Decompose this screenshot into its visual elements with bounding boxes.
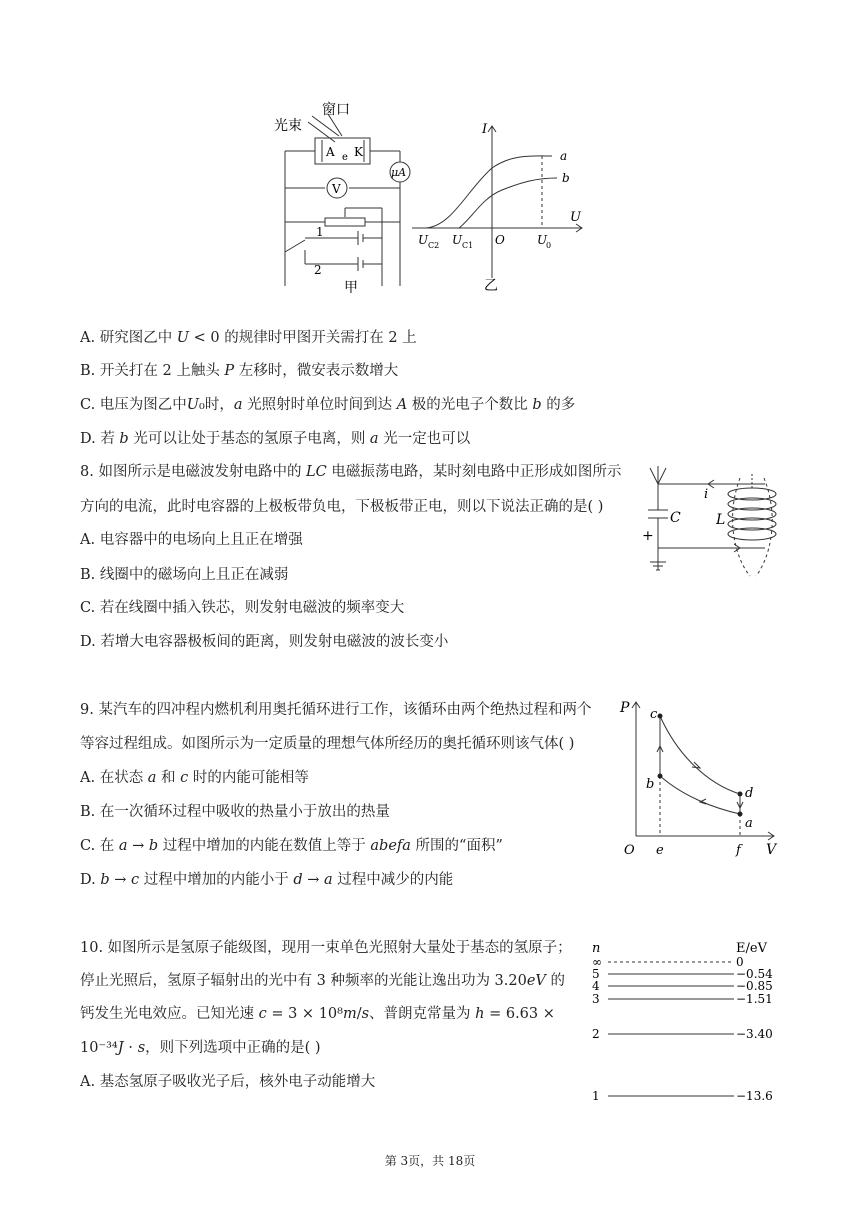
origin-label: O: [495, 233, 505, 247]
iu-graph-figure: [412, 118, 592, 296]
energy-level-n: 5: [592, 967, 600, 981]
energy-level-value: −13.6: [736, 1089, 773, 1103]
q7-option-a: A. 研究图乙中 𝑈 < 0 的规律时甲图开关需打在 2 上: [80, 330, 417, 346]
q10-option-a: A. 基态氢原子吸收光子后，核外电子动能增大: [80, 1074, 376, 1090]
q7-option-d: D. 若 𝑏 光可以让处于基态的氢原子电离，则 𝑎 光一定也可以: [80, 431, 471, 447]
q9-option-b: B. 在一次循环过程中吸收的热量小于放出的热量: [80, 804, 390, 820]
energy-level-value: −0.54: [736, 967, 773, 981]
label-electron: e: [342, 152, 348, 163]
state-d-label: d: [745, 786, 754, 801]
lc-circuit-figure: [640, 458, 790, 578]
label-uc1-sub: C1: [462, 241, 474, 250]
microammeter-label: μA: [391, 166, 407, 179]
origin-o-label: O: [624, 843, 635, 858]
label-anode: A: [326, 145, 335, 159]
energy-level-n: ∞: [592, 955, 602, 969]
voltmeter-label: V: [332, 182, 341, 196]
state-a-label: a: [745, 816, 753, 831]
photoelectric-circuit-figure: [270, 100, 420, 295]
volume-f-label: f: [736, 843, 741, 858]
label-uc2: U: [418, 233, 429, 247]
hydrogen-energy-level-figure: [588, 938, 788, 1108]
volume-e-label: e: [656, 843, 664, 858]
label-u0-sub: 0: [546, 241, 552, 250]
energy-level-value: −3.40: [736, 1027, 773, 1041]
pv-diagram-figure: [618, 696, 782, 858]
q9-option-d: D. 𝑏 → 𝑐 过程中增加的内能小于 𝑑 → 𝑎 过程中减少的内能: [80, 872, 454, 888]
label-uc1: U: [452, 233, 463, 247]
inductor-l-label: L: [716, 512, 726, 528]
energy-level-value: −0.85: [736, 979, 773, 993]
q8-stem-line-1: 8. 如图所示是电磁波发射电路中的 𝐿𝐶 电磁振荡电路，某时刻电路中正形成如图所示: [80, 464, 622, 480]
q7-option-b: B. 开关打在 2 上触头 𝑃 左移时，微安表示数增大: [80, 363, 399, 379]
label-window: 窗口: [322, 102, 350, 118]
energy-level-n: 4: [592, 979, 600, 993]
q7-option-c: C. 电压为图乙中𝑈₀时，𝑎 光照射时单位时间到达 𝐴 极的光电子个数比 𝑏 的多: [80, 397, 576, 413]
q10-stem-line-1: 10. 如图所示是氢原子能级图，现用一束单色光照射大量处于基态的氢原子；: [80, 940, 572, 956]
axis-p-label: P: [620, 700, 630, 716]
label-uc2-sub: C2: [428, 241, 440, 250]
q8-option-d: D. 若增大电容器极板间的距离，则发射电磁波的波长变小: [80, 634, 449, 650]
label-beam: 光束: [274, 118, 302, 134]
figure-caption-yi: 乙: [484, 278, 498, 294]
header-energy-unit: E/eV: [736, 941, 767, 956]
q9-stem-line-1: 9. 某汽车的四冲程内燃机利用奥托循环进行工作，该循环由两个绝热过程和两个: [80, 702, 592, 718]
axis-u-label: U: [570, 210, 581, 225]
label-u0: U: [537, 233, 548, 247]
q8-stem-line-2: 方向的电流，此时电容器的上极板带负电，下极板带正电，则以下说法正确的是( ): [80, 499, 604, 515]
state-c-label: c: [650, 707, 658, 722]
axis-v-label: V: [766, 842, 777, 858]
capacitor-c-label: C: [670, 510, 681, 526]
q9-option-c: C. 在 𝑎 → 𝑏 过程中增加的内能在数值上等于 𝑎𝑏𝑒𝑓𝑎 所围的“面积”: [80, 838, 503, 854]
curve-b-label: b: [562, 171, 570, 185]
q10-stem-line-3: 钙发生光电效应。已知光速 𝑐 = 3 × 10⁸𝑚/𝑠、普朗克常量为 ℎ = 6.63 ×: [80, 1006, 555, 1022]
energy-level-n: 2: [592, 1027, 600, 1041]
energy-level-n: 1: [592, 1089, 600, 1103]
q9-option-a: A. 在状态 𝑎 和 𝑐 时的内能可能相等: [80, 770, 309, 786]
switch-position-1: 1: [316, 225, 324, 239]
axis-i-label: I: [482, 122, 488, 137]
curve-a-label: a: [560, 149, 568, 163]
current-i-label: i: [704, 487, 709, 502]
q8-option-b: B. 线圈中的磁场向上且正在减弱: [80, 567, 289, 583]
plus-sign-label: +: [642, 528, 654, 544]
energy-level-n: 3: [592, 992, 600, 1006]
energy-level-value: −1.51: [736, 992, 773, 1006]
q8-option-c: C. 若在线圈中插入铁芯，则发射电磁波的频率变大: [80, 600, 405, 616]
switch-position-2: 2: [314, 263, 322, 277]
q10-stem-line-2: 停止光照后，氢原子辐射出的光中有 3 种频率的光能让逸出功为 3.20𝑒𝑉 的: [80, 973, 565, 989]
state-b-label: b: [646, 777, 655, 792]
energy-level-value: 0: [736, 955, 744, 969]
figure-caption-jia: 甲: [344, 280, 358, 295]
q9-stem-line-2: 等容过程组成。如图所示为一定质量的理想气体所经历的奥托循环则该气体( ): [80, 736, 575, 752]
q10-stem-line-4: 10⁻³⁴𝐽 ⋅ 𝑠，则下列选项中正确的是( ): [80, 1040, 321, 1056]
page-footer: 第 3页，共 18页: [384, 1154, 476, 1168]
header-n: n: [592, 941, 601, 956]
q8-option-a: A. 电容器中的电场向上且正在增强: [80, 532, 303, 548]
label-cathode: K: [354, 145, 363, 159]
